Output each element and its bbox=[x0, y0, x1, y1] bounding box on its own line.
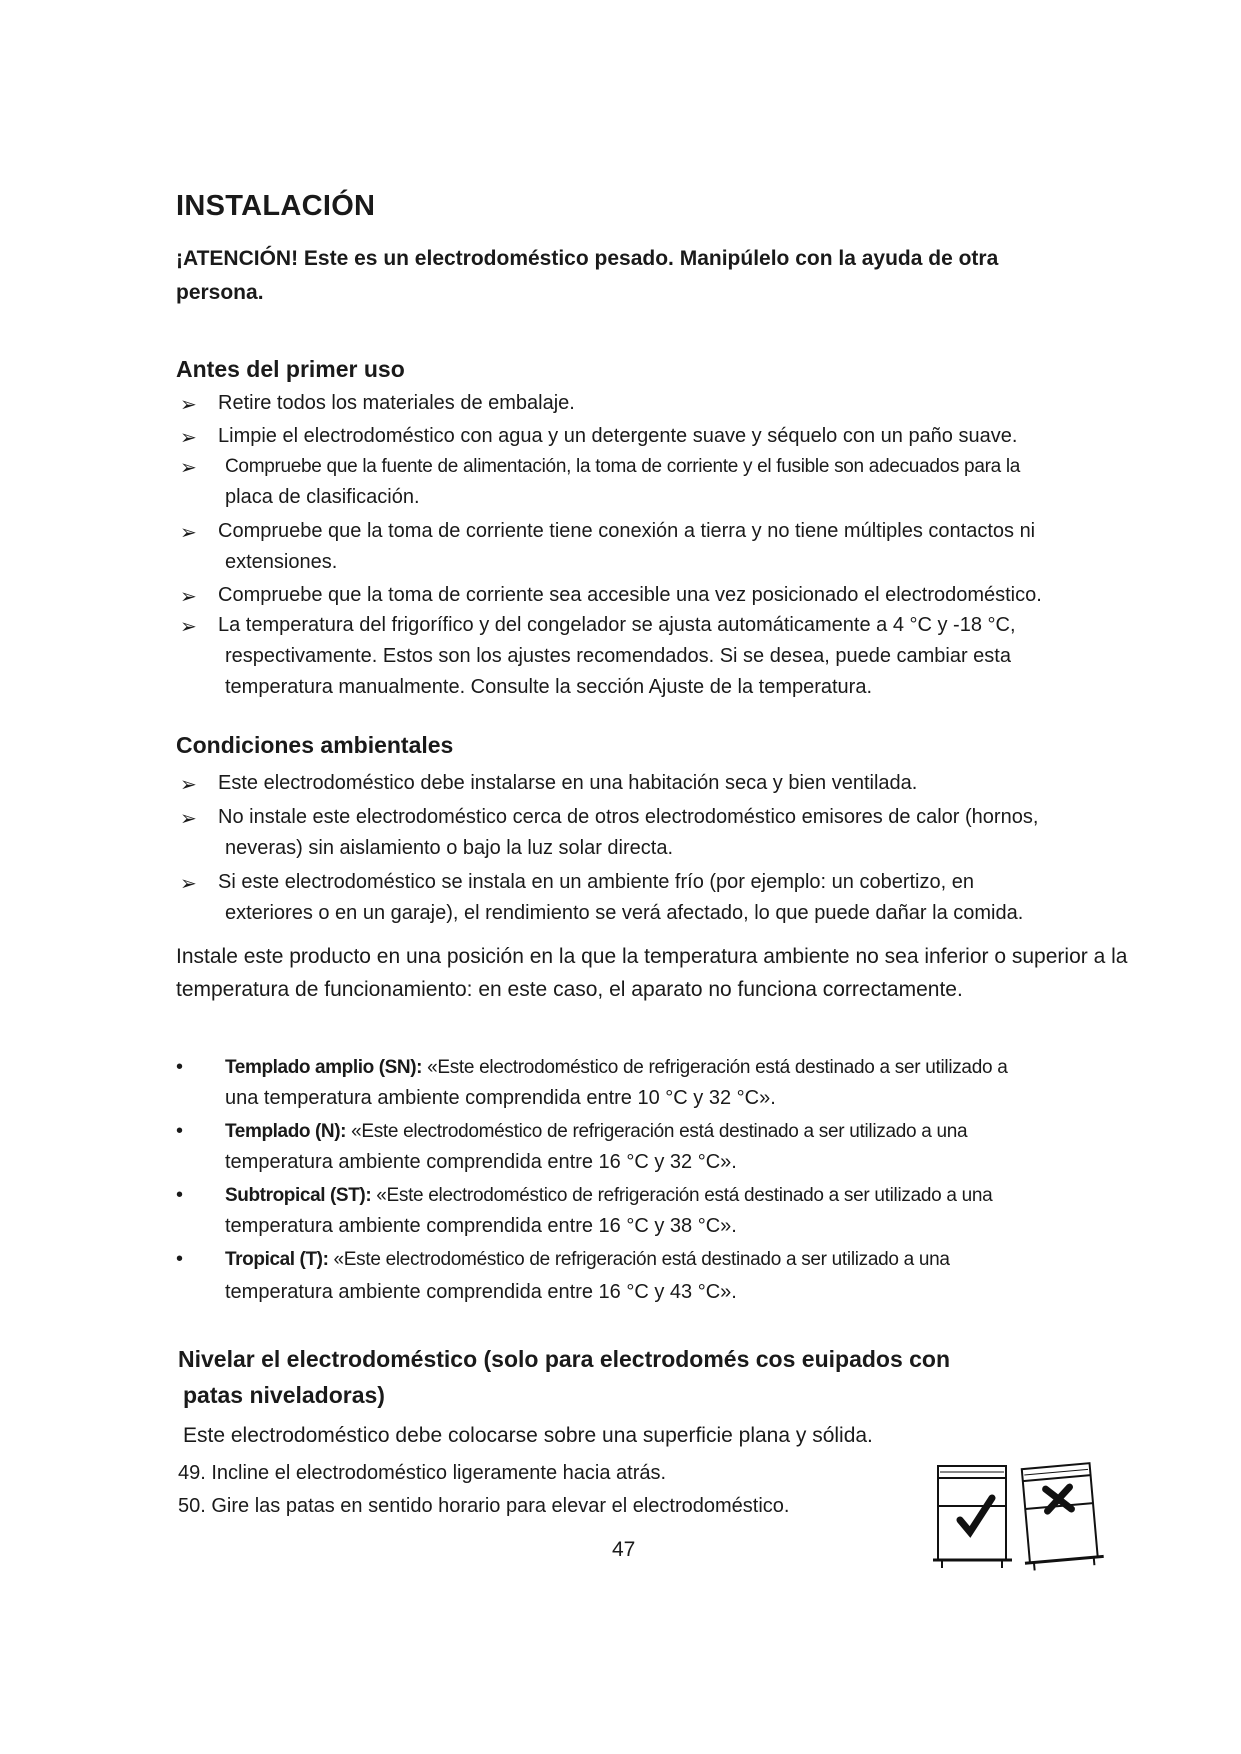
leveling-intro: Este electrodoméstico debe colocarse sobre una superficie plana y sólida. bbox=[183, 1424, 873, 1447]
warning-text: ¡ATENCIÓN! Este es un electrodoméstico pesado. Manipúlelo con la ayuda de otra persona. bbox=[176, 247, 999, 304]
list-item-continuation: extensiones. bbox=[225, 551, 338, 573]
climate-class-text: «Este electrodoméstico de refrigeración está destinado a ser utilizado a una bbox=[346, 1121, 968, 1142]
climate-class-continuation: temperatura ambiente comprendida entre 16 °C y 43 °C». bbox=[225, 1281, 737, 1303]
climate-class-label: Templado amplio (SN): bbox=[225, 1057, 423, 1078]
list-item: Este electrodoméstico debe instalarse en una habitación seca y bien ventilada. bbox=[218, 772, 918, 794]
arrow-bullet-icon: ➢ bbox=[180, 873, 197, 895]
appliance-level-check-icon bbox=[933, 1466, 1012, 1568]
list-item: Retire todos los materiales de embalaje. bbox=[218, 392, 575, 414]
climate-class-label: Tropical (T): bbox=[225, 1249, 329, 1270]
arrow-bullet-icon: ➢ bbox=[180, 394, 197, 416]
list-item-continuation: neveras) sin aislamiento o bajo la luz solar directa. bbox=[225, 837, 673, 859]
leveling-step: 49. Incline el electrodoméstico ligeramente hacia atrás. bbox=[178, 1462, 667, 1484]
section-heading-before-use: Antes del primer uso bbox=[176, 356, 405, 382]
climate-class-item bbox=[225, 1244, 950, 1275]
list-item-continuation: placa de clasificación. bbox=[225, 486, 420, 508]
climate-class-text: «Este electrodoméstico de refrigeración está destinado a ser utilizado a una bbox=[328, 1249, 950, 1270]
list-item: Si este electrodoméstico se instala en un ambiente frío (por ejemplo: un cobertizo, en bbox=[218, 871, 974, 893]
appliance-tilted-cross-icon bbox=[1017, 1463, 1105, 1571]
page-number: 47 bbox=[612, 1538, 636, 1561]
bullet-icon: • bbox=[176, 1056, 184, 1078]
list-item: Compruebe que la toma de corriente tiene conexión a tierra y no tiene múltiples contactos ni bbox=[218, 520, 1036, 542]
bullet-icon: • bbox=[176, 1120, 184, 1142]
climate-class-continuation: temperatura ambiente comprendida entre 16 °C y 38 °C». bbox=[225, 1215, 737, 1237]
arrow-bullet-icon: ➢ bbox=[180, 427, 197, 449]
list-item: Limpie el electrodoméstico con agua y un detergente suave y séquelo con un paño suave. bbox=[218, 425, 1018, 447]
arrow-bullet-icon: ➢ bbox=[180, 586, 197, 608]
section-heading-leveling-continuation: patas niveladoras) bbox=[183, 1382, 385, 1408]
climate-class-item bbox=[225, 1052, 1007, 1083]
page-title: INSTALACIÓN bbox=[176, 190, 376, 222]
list-item-continuation: temperatura manualmente. Consulte la sección Ajuste de la temperatura. bbox=[225, 676, 873, 698]
climate-class-continuation: una temperatura ambiente comprendida entre 10 °C y 32 °C». bbox=[225, 1087, 776, 1109]
arrow-bullet-icon: ➢ bbox=[180, 616, 197, 638]
list-item-continuation: respectivamente. Estos son los ajustes recomendados. Si se desea, puede cambiar esta bbox=[225, 645, 1011, 667]
arrow-bullet-icon: ➢ bbox=[180, 457, 197, 479]
list-item: Compruebe que la toma de corriente sea accesible una vez posicionado el electrodoméstico. bbox=[218, 584, 1042, 606]
climate-class-continuation: temperatura ambiente comprendida entre 16 °C y 32 °C». bbox=[225, 1151, 737, 1173]
bullet-icon: • bbox=[176, 1184, 184, 1206]
climate-class-label: Subtropical (ST): bbox=[225, 1185, 372, 1206]
leveling-illustration bbox=[930, 1458, 1110, 1578]
section-heading-leveling: Nivelar el electrodoméstico (solo para electrodomés cos euipados con bbox=[178, 1346, 951, 1372]
list-item: La temperatura del frigorífico y del congelador se ajusta automáticamente a 4 °C y -18 °C, bbox=[218, 614, 1016, 636]
climate-class-item bbox=[225, 1180, 992, 1211]
climate-class-label: Templado (N): bbox=[225, 1121, 347, 1142]
arrow-bullet-icon: ➢ bbox=[180, 774, 197, 796]
list-item: Compruebe que la fuente de alimentación, la toma de corriente y el fusible son adecuados para la bbox=[225, 456, 1021, 477]
ambient-paragraph: Instale este producto en una posición en la que la temperatura ambiente no sea inferior o superior a la temperatura de funcionamiento: en este caso, el aparato no funciona correctamente. bbox=[176, 945, 1128, 1001]
arrow-bullet-icon: ➢ bbox=[180, 808, 197, 830]
arrow-bullet-icon: ➢ bbox=[180, 522, 197, 544]
bullet-icon: • bbox=[176, 1248, 184, 1270]
climate-class-text: «Este electrodoméstico de refrigeración está destinado a ser utilizado a bbox=[422, 1057, 1008, 1078]
climate-class-item bbox=[225, 1116, 967, 1147]
list-item-continuation: exteriores o en un garaje), el rendimiento se verá afectado, lo que puede dañar la comida. bbox=[225, 902, 1024, 924]
section-heading-ambient: Condiciones ambientales bbox=[176, 732, 454, 758]
leveling-step: 50. Gire las patas en sentido horario para elevar el electrodoméstico. bbox=[178, 1495, 790, 1517]
list-item: No instale este electrodoméstico cerca de otros electrodoméstico emisores de calor (hornos, bbox=[218, 806, 1039, 828]
climate-class-text: «Este electrodoméstico de refrigeración está destinado a ser utilizado a una bbox=[371, 1185, 993, 1206]
